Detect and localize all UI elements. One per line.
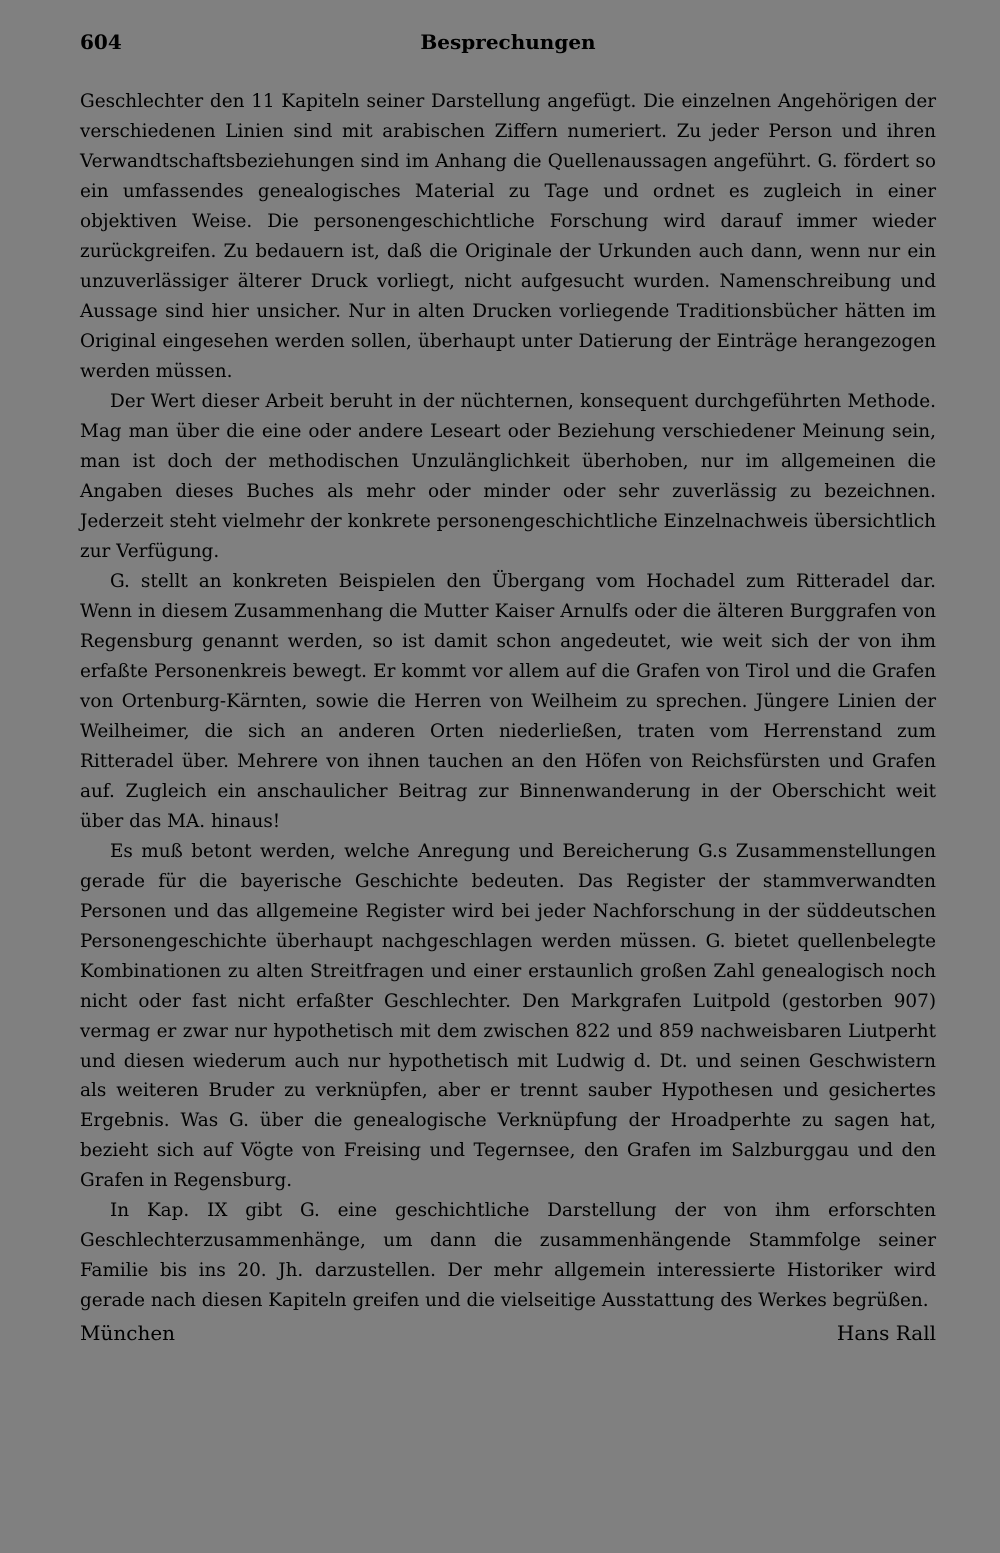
- page-header: [80, 30, 936, 60]
- signature-author: Hans Rall: [836, 1321, 936, 1346]
- signature-place: München: [80, 1321, 176, 1346]
- review-text: [80, 87, 936, 1316]
- paragraph: Der Wert dieser Arbeit beruht in der nüchternen, konsequent durchgeführten Methode. Mag man über die eine oder andere Leseart oder Beziehung verschiedener Meinung sein, man ist doch der methodischen Unzulänglichkeit überhoben, nur im allgemeinen die Angaben dieses Buches als mehr oder minder oder sehr zuverlässig zu bezeichnen. Jederzeit steht vielmehr der konkrete personengeschichtliche Einzelnachweis übersichtlich zur Verfügung.: [80, 390, 936, 562]
- paragraph: Es muß betont werden, welche Anregung und Bereicherung G.s Zusammenstellungen gerade für die bayerische Geschichte bedeuten. Das Register der stammverwandten Personen und das allgemeine Register wird bei jeder Nachforschung in der süddeutschen Personengeschichte überhaupt nachgeschlagen werden müssen. G. bietet quellenbelegte Kombinationen zu alten Streitfragen und einer erstaunlich großen Zahl genealogisch noch nicht oder fast nicht erfaßter Geschlechter. Den Markgrafen Luitpold (gestorben 907) vermag er zwar nur hypothetisch mit dem zwischen 822 und 859 nachweisbaren Liutperht und diesen wiederum auch nur hypothetisch mit Ludwig d. Dt. und seinen Geschwistern als weiteren Bruder zu verknüpfen, aber er trennt sauber Hypothesen und gesichertes Ergebnis. Was G. über die genealogische Verknüpfung der Hroadperhte zu sagen hat, bezieht sich auf Vögte von Freising und Tegernsee, den Grafen im Salzburggau und den Grafen in Regensburg.: [80, 840, 936, 1192]
- running-head: Besprechungen: [420, 30, 596, 54]
- page: [80, 30, 936, 1348]
- signature-line: [80, 1318, 936, 1348]
- paragraph: G. stellt an konkreten Beispielen den Übergang vom Hochadel zum Ritteradel dar. Wenn in diesem Zusammenhang die Mutter Kaiser Arnulfs oder die älteren Burggrafen von Regensburg genannt werden, so ist damit schon angedeutet, wie weit sich der von ihm erfaßte Personenkreis bewegt. Er kommt vor allem auf die Grafen von Tirol und die Grafen von Ortenburg-Kärnten, sowie die Herren von Weilheim zu sprechen. Jüngere Linien der Weilheimer, die sich an anderen Orten niederließen, traten vom Herrenstand zum Ritteradel über. Mehrere von ihnen tauchen an den Höfen von Reichsfürsten und Grafen auf. Zugleich ein anschaulicher Beitrag zur Binnenwanderung in der Oberschicht weit über das MA. hinaus!: [80, 570, 936, 832]
- paragraph: Geschlechter den 11 Kapiteln seiner Darstellung angefügt. Die einzelnen Angehörigen der verschiedenen Linien sind mit arabischen Ziffern numeriert. Zu jeder Person und ihren Verwandtschaftsbeziehungen sind im Anhang die Quellenaussagen angeführt. G. fördert so ein umfassendes genealogisches Material zu Tage und ordnet es zugleich in einer objektiven Weise. Die personengeschichtliche Forschung wird darauf immer wieder zurückgreifen. Zu bedauern ist, daß die Originale der Urkunden auch dann, wenn nur ein unzuverlässiger älterer Druck vorliegt, nicht aufgesucht wurden. Namenschreibung und Aussage sind hier unsicher. Nur in alten Drucken vorliegende Traditionsbücher hätten im Original eingesehen werden sollen, überhaupt unter Datierung der Einträge herangezogen werden müssen.: [80, 91, 936, 382]
- paragraph: In Kap. IX gibt G. eine geschichtliche Darstellung der von ihm erforschten Geschlechterzusammenhänge, um dann die zusammenhängende Stammfolge seiner Familie bis ins 20. Jh. darzustellen. Der mehr allgemein interessierte Historiker wird gerade nach diesen Kapiteln greifen und die vielseitige Ausstattung des Werkes begrüßen.: [80, 1200, 936, 1312]
- page-number: 604: [80, 30, 122, 54]
